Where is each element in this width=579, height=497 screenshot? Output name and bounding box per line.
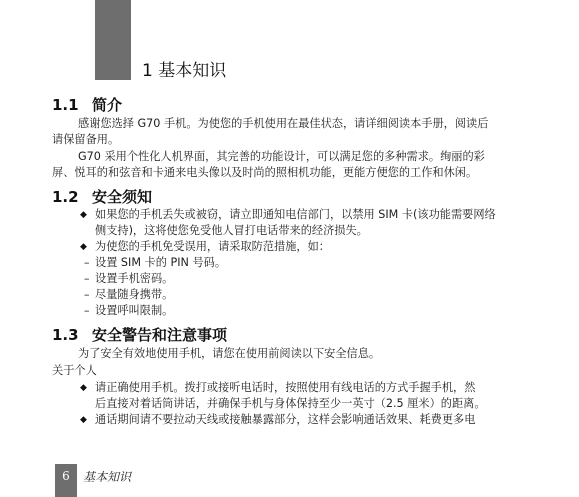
chapter-title: 1 基本知识 — [142, 61, 227, 81]
safety-dash-item-3: 尽量随身携带。 — [95, 288, 174, 301]
diamond-bullet-icon: ◆ — [80, 383, 87, 393]
diamond-bullet-icon: ◆ — [80, 242, 87, 252]
diamond-bullet-icon: ◆ — [80, 415, 87, 425]
safety-bullet-1-line-1: 如果您的手机丢失或被窃，请立即通知电信部门，以禁用 SIM 卡(该功能需要网络 — [95, 208, 496, 221]
safety-bullet-1-line-2: 侧支持)，这将使您免受他人冒打电话带来的经济损失。 — [95, 224, 368, 237]
safety-bullet-2: 为使您的手机免受误用，请采取防范措施，如： — [95, 240, 330, 253]
safety-dash-item-1: 设置 SIM 卡的 PIN 号码。 — [95, 256, 227, 269]
section-title: 安全警告和注意事项 — [92, 326, 228, 344]
section-heading-1-1 — [52, 94, 122, 115]
dash-icon: – — [84, 304, 90, 317]
safety-dash-item-2: 设置手机密码。 — [95, 272, 174, 285]
section-number: 1.3 — [52, 326, 79, 344]
section-number: 1.2 — [52, 188, 79, 206]
safety-dash-item-4: 设置呼叫限制。 — [95, 304, 174, 317]
dash-icon: – — [84, 288, 90, 301]
section-heading-1-3 — [52, 324, 227, 345]
section-title: 简介 — [92, 96, 123, 114]
section-number: 1.1 — [52, 96, 79, 114]
chapter-tab-bar — [95, 0, 131, 80]
dash-icon: – — [84, 272, 90, 285]
diamond-bullet-icon: ◆ — [80, 210, 87, 220]
warnings-intro: 为了安全有效地使用手机，请您在使用前阅读以下安全信息。 — [78, 347, 381, 360]
intro-paragraph-2-line-1: G70 采用个性化人机界面，其完善的功能设计，可以满足您的多种需求。绚丽的彩 — [78, 150, 485, 163]
page-number: 6 — [62, 469, 70, 483]
warnings-bullet-1-line-1: 请正确使用手机。拨打或接听电话时，按照使用有线电话的方式手握手机，然 — [95, 381, 476, 394]
footer-chapter-title: 基本知识 — [83, 470, 132, 484]
intro-paragraph-1-line-1: 感谢您选择 G70 手机。为使您的手机使用在最佳状态，请详细阅读本手册，阅读后 — [78, 117, 489, 130]
dash-icon: – — [84, 256, 90, 269]
section-heading-1-2 — [52, 186, 152, 207]
warnings-bullet-1-line-2: 后直接对着话筒讲话，并确保手机与身体保持至少一英寸（2.5 厘米）的距离。 — [95, 397, 486, 410]
intro-paragraph-2-line-2: 屏、悦耳的和弦音和卡通来电头像以及时尚的照相机功能，更能方便您的工作和休闲。 — [52, 166, 478, 179]
intro-paragraph-1-line-2: 请保留备用。 — [52, 133, 120, 146]
warnings-bullet-2-line-1: 通话期间请不要拉动天线或接触暴露部分，这样会影响通话效果、耗费更多电 — [95, 413, 476, 426]
warnings-subheading: 关于个人 — [52, 364, 97, 377]
section-title: 安全须知 — [92, 188, 153, 206]
